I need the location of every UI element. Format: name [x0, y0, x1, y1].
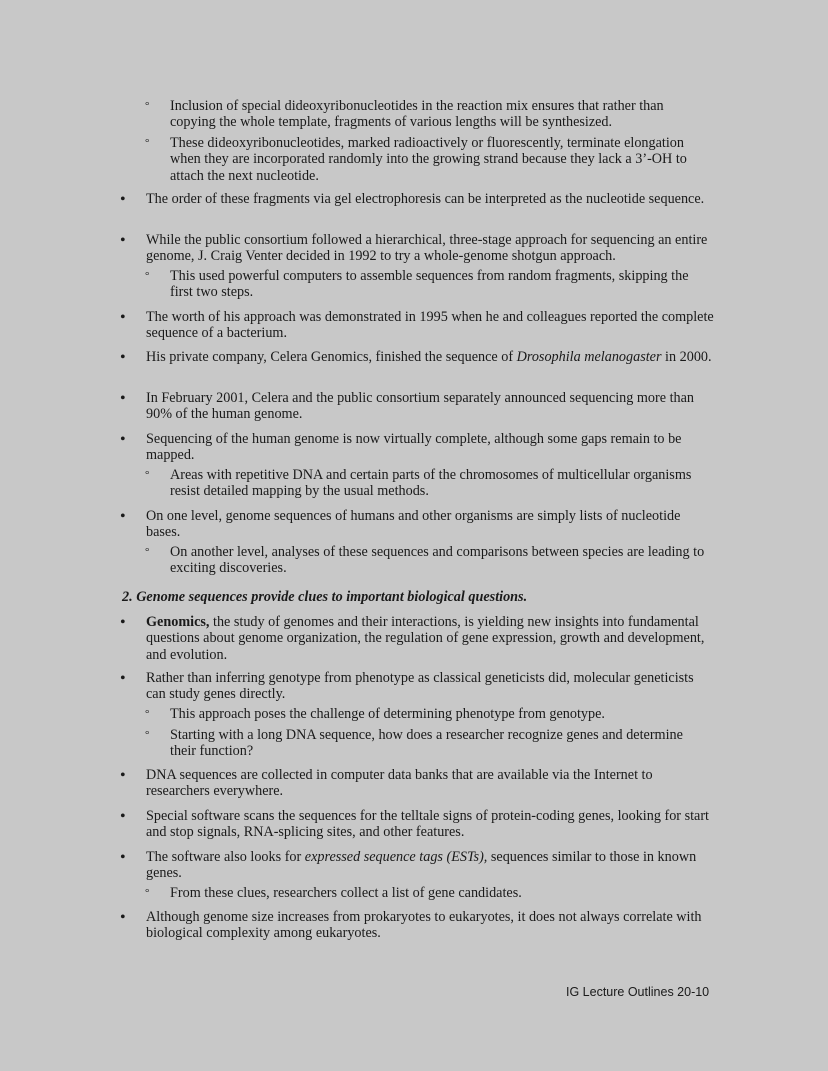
sub-bullet-marker: ° [145, 100, 150, 112]
bullet-text: Rather than inferring genotype from phenotype as classical geneticists did, molecular geneticists can study genes directly. [146, 670, 694, 703]
bullet-text: The worth of his approach was demonstrated in 1995 when he and colleagues reported the complete sequence of a bacterium. [146, 309, 714, 342]
sub-bullet-marker: ° [145, 708, 150, 720]
page-footer: IG Lecture Outlines 20-10 [566, 985, 710, 999]
bullet-text [146, 349, 716, 365]
bullet-marker: • [120, 670, 126, 687]
bullet-marker: • [120, 808, 126, 825]
bullet-marker: • [120, 508, 126, 525]
bullet-text: Although genome size increases from prokaryotes to eukaryotes, it does not always correlate with biological complexity among eukaryotes. [146, 909, 702, 942]
bullet-text-part: in 2000. [661, 349, 712, 365]
sub-bullet-text: This approach poses the challenge of determining phenotype from genotype. [170, 706, 605, 722]
bullet-marker: • [120, 909, 126, 926]
sub-bullet-text: This used powerful computers to assemble sequences from random fragments, skipping the first two steps. [170, 268, 689, 301]
sub-bullet-marker: ° [145, 469, 150, 481]
bullet-text: On one level, genome sequences of humans and other organisms are simply lists of nucleotide bases. [146, 508, 681, 541]
species-name: Drosophila melanogaster [516, 349, 662, 365]
bullet-text [146, 849, 716, 882]
bullet-text: Special software scans the sequences for the telltale signs of protein-coding genes, looking for start and stop signals, RNA-splicing sites, and other features. [146, 808, 709, 841]
sub-bullet-text: Inclusion of special dideoxyribonucleotides in the reaction mix ensures that rather than copying the whole template, fragments of various lengths will be synthesized. [170, 98, 664, 131]
bullet-text-part: sequences similar to those in known genes. [146, 849, 697, 882]
sub-bullet-text: Areas with repetitive DNA and certain parts of the chromosomes of multicellular organisms resist detailed mapping by the usual methods. [170, 467, 692, 500]
bold-term: Genomics, [146, 614, 210, 630]
bullet-marker: • [120, 349, 126, 366]
bullet-marker: • [120, 614, 126, 631]
bullet-text: Sequencing of the human genome is now virtually complete, although some gaps remain to be mapped. [146, 431, 682, 464]
bullet-text: DNA sequences are collected in computer data banks that are available via the Internet to researchers everywhere. [146, 767, 653, 800]
bullet-text [146, 614, 711, 663]
bullet-text-part: the study of genomes and their interactions, is yielding new insights into fundamental questions about genome organization, the regulation of gene expression, growth and development, and evolution. [146, 614, 705, 663]
bullet-marker: • [120, 767, 126, 784]
bullet-text: The order of these fragments via gel electrophoresis can be interpreted as the nucleotide sequence. [146, 191, 705, 207]
bullet-text: In February 2001, Celera and the public consortium separately announced sequencing more than 90% of the human genome. [146, 390, 695, 423]
sub-bullet-marker: ° [145, 137, 150, 149]
italic-term: expressed sequence tags (ESTs), [304, 849, 488, 865]
bullet-marker: • [120, 431, 126, 448]
bullet-marker: • [120, 309, 126, 326]
sub-bullet-text: From these clues, researchers collect a list of gene candidates. [170, 885, 522, 901]
bullet-marker: • [120, 390, 126, 407]
sub-bullet-marker: ° [145, 729, 150, 741]
bullet-text: While the public consortium followed a hierarchical, three-stage approach for sequencing an entire genome, J. Craig Venter decided in 1992 to try a whole-genome shotgun approach. [146, 232, 708, 265]
sub-bullet-text: On another level, analyses of these sequences and comparisons between species are leading to exciting discoveries. [170, 544, 705, 577]
sub-bullet-text: Starting with a long DNA sequence, how does a researcher recognize genes and determine their function? [170, 727, 683, 760]
section-heading: 2. Genome sequences provide clues to important biological questions. [122, 589, 528, 605]
bullet-text-part: The software also looks for [146, 849, 305, 865]
bullet-text-part: His private company, Celera Genomics, finished the sequence of [146, 349, 517, 365]
bullet-marker: • [120, 232, 126, 249]
sub-bullet-marker: ° [145, 270, 150, 282]
sub-bullet-text: These dideoxyribonucleotides, marked radioactively or fluorescently, terminate elongation when they are incorporated randomly into the growing strand because they lack a 3’-OH to attach the next nucleotide. [170, 135, 687, 184]
bullet-marker: • [120, 191, 126, 208]
sub-bullet-marker: ° [145, 887, 150, 899]
sub-bullet-marker: ° [145, 546, 150, 558]
bullet-marker: • [120, 849, 126, 866]
